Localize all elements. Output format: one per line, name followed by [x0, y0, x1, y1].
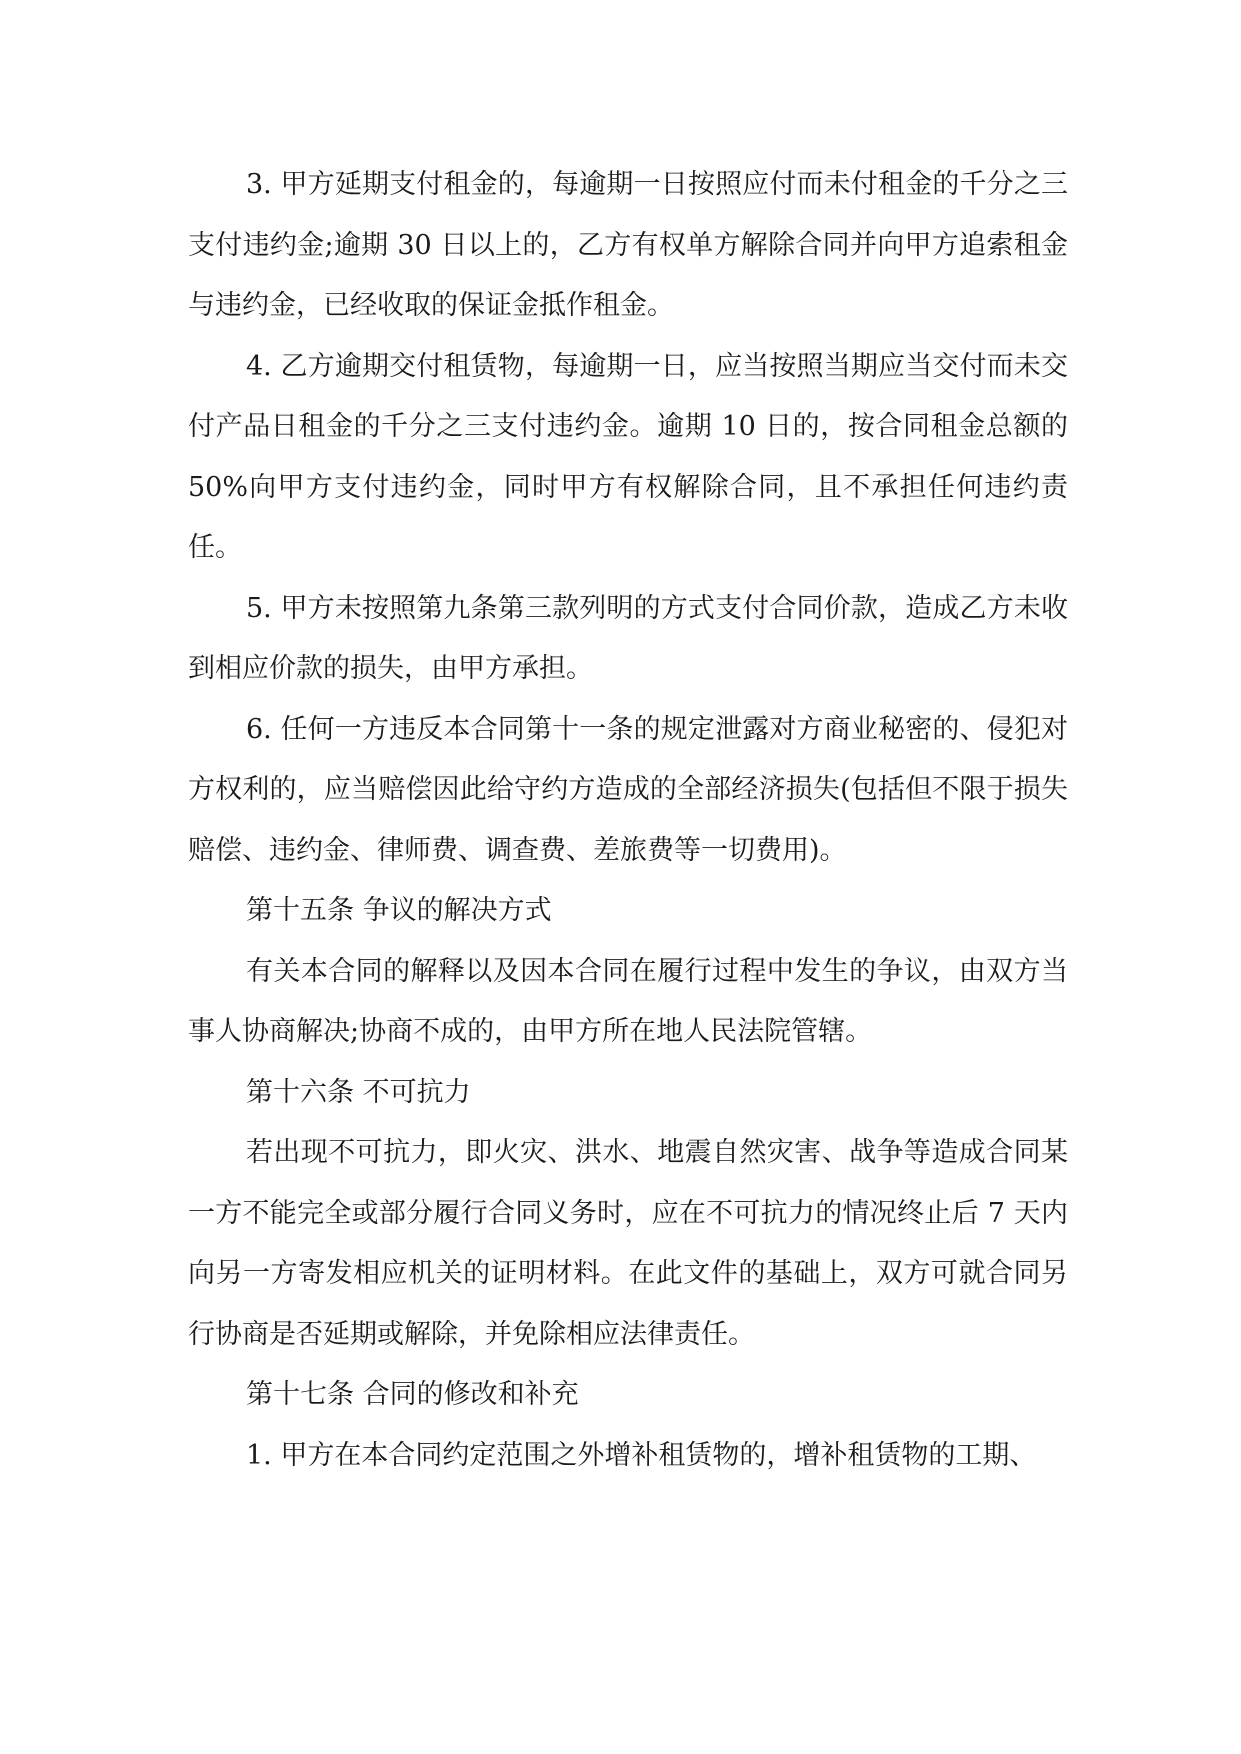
article-15-heading: 第十五条 争议的解决方式	[246, 895, 552, 926]
clause-3-late-rent-payment: 3. 甲方延期支付租金的，每逾期一日按照应付而未付租金的千分之三支付违约金;逾期 30 日以上的，乙方有权单方解除合同并向甲方追索租金与违约金，已经收取的保证金抵作租金。	[188, 169, 1068, 321]
article-16-body: 若出现不可抗力，即火灾、洪水、地震自然灾害、战争等造成合同某一方不能完全或部分履行合同义务时，应在不可抗力的情况终止后 7 天内向另一方寄发相应机关的证明材料。在此文件的基础上，双方可就合同另行协商是否延期或解除，并免除相应法律责任。	[188, 1137, 1068, 1350]
article-15-body: 有关本合同的解释以及因本合同在履行过程中发生的争议，由双方当事人协商解决;协商不成的，由甲方所在地人民法院管辖。	[188, 955, 1068, 1047]
article-17-clause-1: 1. 甲方在本合同约定范围之外增补租赁物的，增补租赁物的工期、	[246, 1439, 1037, 1471]
article-16-heading: 第十六条 不可抗力	[246, 1076, 471, 1108]
article-17-heading: 第十七条 合同的修改和补充	[246, 1379, 579, 1410]
clause-6-confidentiality-breach: 6. 任何一方违反本合同第十一条的规定泄露对方商业秘密的、侵犯对方权利的，应当赔偿因此给守约方造成的全部经济损失(包括但不限于损失赔偿、违约金、律师费、调查费、差旅费等一切费用)。	[188, 713, 1068, 866]
clause-5-payment-method: 5. 甲方未按照第九条第三款列明的方式支付合同价款，造成乙方未收到相应价款的损失，由甲方承担。	[188, 592, 1068, 684]
clause-4-late-delivery: 4. 乙方逾期交付租赁物，每逾期一日，应当按照当期应当交付而未交付产品日租金的千分之三支付违约金。逾期 10 日的，按合同租金总额的 50%向甲方支付违约金，同时甲方有权解除合同，且不承担任何违约责任。	[188, 350, 1068, 563]
document-body	[188, 155, 1068, 1486]
